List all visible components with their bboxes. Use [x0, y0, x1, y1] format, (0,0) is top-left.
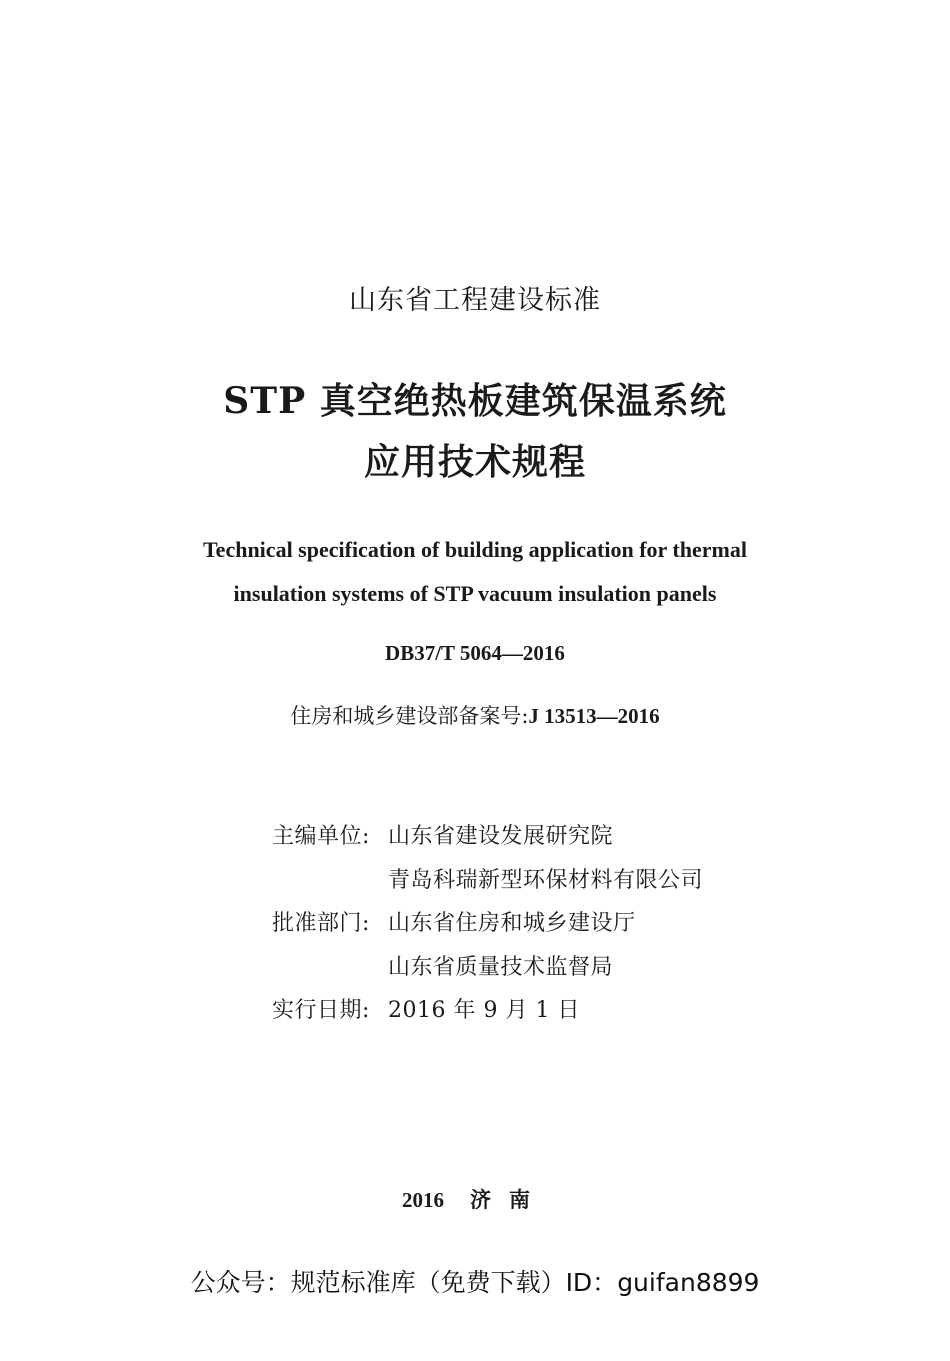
title-zh-line2: 应用技术规程 — [363, 441, 586, 483]
editor-org-2: 青岛科瑞新型环保材料有限公司 — [388, 868, 704, 893]
watermark-text: 公众号：规范标准库（免费下载）ID：guifan8899 — [190, 1268, 760, 1297]
filing-number: J 13513—2016 — [528, 704, 660, 728]
publication-line — [0, 1184, 950, 1214]
editor-row — [272, 819, 613, 850]
series-title: 山东省工程建设标准 — [349, 285, 601, 316]
effective-date: 2016 年 9 月 1 日 — [388, 998, 580, 1023]
editor-label: 主编单位: — [272, 824, 370, 849]
filing-label: 住房和城乡建设部备案号: — [290, 704, 529, 728]
filing-record — [0, 700, 950, 730]
standard-code: DB37/T 5064—2016 — [385, 641, 565, 665]
title-zh-line1: STP 真空绝热板建筑保温系统 — [223, 380, 727, 422]
publication-city: 济南 — [470, 1187, 548, 1212]
title-en-line1: Technical specification of building application for thermal — [203, 537, 747, 562]
approval-org-2: 山东省质量技术监督局 — [388, 955, 614, 980]
effective-label: 实行日期: — [272, 998, 370, 1023]
editor-org-1: 山东省建设发展研究院 — [388, 824, 614, 849]
title-en-line2: insulation systems of STP vacuum insulation panels — [233, 581, 717, 606]
publication-year: 2016 — [402, 1188, 444, 1212]
approval-row — [272, 906, 636, 937]
effective-row — [272, 993, 580, 1024]
approval-label: 批准部门: — [272, 911, 370, 936]
approval-org-1: 山东省住房和城乡建设厅 — [388, 911, 636, 936]
